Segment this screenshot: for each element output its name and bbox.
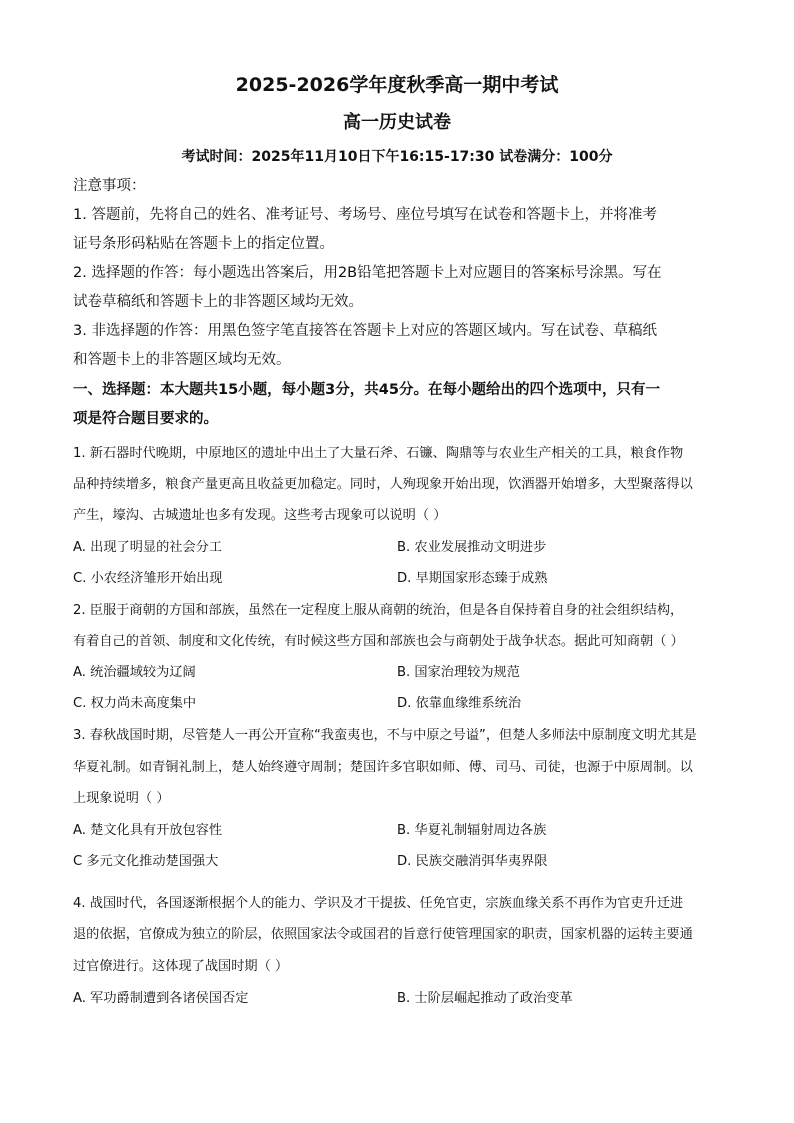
question-3-text: 3. 春秋战国时期，尽管楚人一再公开宣称“我蛮夷也，不与中原之号谥”，但楚人多师法中原制度文明尤其是 bbox=[73, 728, 697, 743]
question-4-text: 过官僚进行。这体现了战国时期（ ） bbox=[73, 959, 289, 974]
question-2-text: 有着自己的首领、制度和文化传统，有时候这些方国和部族也会与商朝处于战争状态。据此可知商朝（ ） bbox=[73, 634, 684, 649]
exam-title: 2025-2026学年度秋季高一期中考试 bbox=[235, 74, 559, 96]
question-2-option-c[interactable]: C. 权力尚未高度集中 bbox=[73, 696, 197, 711]
question-2-option-a[interactable]: A. 统治疆域较为辽阔 bbox=[73, 665, 196, 680]
question-1-option-b[interactable]: B. 农业发展推动文明进步 bbox=[397, 540, 547, 555]
question-4-text: 退的依据，官僚成为独立的阶层，依照国家法令或国君的旨意行使管理国家的职责，国家机器的运转主要通 bbox=[73, 927, 693, 942]
question-4-option-b[interactable]: B. 士阶层崛起推动了政治变革 bbox=[397, 991, 573, 1006]
question-1-text: 品种持续增多，粮食产量更高且收益更加稳定。同时，人殉现象开始出现，饮酒器开始增多，大型聚落得以 bbox=[73, 477, 693, 492]
notice-line: 和答题卡上的非答题区域均无效。 bbox=[73, 352, 291, 368]
section-heading: 项是符合题目要求的。 bbox=[73, 411, 218, 427]
question-1-option-c[interactable]: C. 小农经济雏形开始出现 bbox=[73, 571, 223, 586]
question-3-option-a[interactable]: A. 楚文化具有开放包容性 bbox=[73, 823, 223, 838]
question-1-option-a[interactable]: A. 出现了明显的社会分工 bbox=[73, 540, 223, 555]
question-1-text: 1. 新石器时代晚期，中原地区的遗址中出土了大量石斧、石镰、陶鼎等与农业生产相关的工具，粮食作物 bbox=[73, 446, 684, 461]
question-4-option-a[interactable]: A. 军功爵制遭到各诸侯国否定 bbox=[73, 991, 249, 1006]
notice-line: 2. 选择题的作答：每小题选出答案后，用2B铅笔把答题卡上对应题目的答案标号涂黑。写在 bbox=[73, 265, 662, 281]
question-3-text: 华夏礼制。如青铜礼制上，楚人始终遵守周制；楚国许多官职如师、傅、司马、司徒，也源于中原周制。以 bbox=[73, 760, 693, 775]
question-2-option-b[interactable]: B. 国家治理较为规范 bbox=[397, 665, 520, 680]
question-3-option-d[interactable]: D. 民族交融消弭华夷界限 bbox=[397, 854, 548, 869]
question-2-text: 2. 臣服于商朝的方国和部族，虽然在一定程度上服从商朝的统治，但是各自保持着自身的社会组织结构， bbox=[73, 603, 684, 618]
question-1-text: 产生，壕沟、古城遗址也多有发现。这些考古现象可以说明（ ） bbox=[73, 508, 447, 523]
question-3-text: 上现象说明（ ） bbox=[73, 791, 170, 806]
question-2-option-d[interactable]: D. 依靠血缘维系统治 bbox=[397, 696, 522, 711]
question-3-option-c[interactable]: C 多元文化推动楚国强大 bbox=[73, 854, 219, 869]
notice-line: 试卷草稿纸和答题卡上的非答题区域均无效。 bbox=[73, 294, 363, 310]
exam-info: 考试时间：2025年11月10日下午16:15-17:30 试卷满分：100分 bbox=[181, 149, 613, 165]
question-4-text: 4. 战国时代，各国逐渐根据个人的能力、学识及才干提拔、任免官吏，宗族血缘关系不再作为官吏升迁进 bbox=[73, 896, 684, 911]
question-3-option-b[interactable]: B. 华夏礼制辐射周边各族 bbox=[397, 823, 547, 838]
notice-line: 1. 答题前，先将自己的姓名、准考证号、考场号、座位号填写在试卷和答题卡上，并将准考 bbox=[73, 207, 657, 223]
notice-line: 3. 非选择题的作答：用黑色签字笔直接答在答题卡上对应的答题区域内。写在试卷、草稿纸 bbox=[73, 323, 657, 339]
notice-heading: 注意事项： bbox=[73, 178, 146, 194]
exam-subtitle: 高一历史试卷 bbox=[343, 112, 451, 133]
section-heading: 一、选择题：本大题共15小题，每小题3分，共45分。在每小题给出的四个选项中，只有一 bbox=[73, 382, 660, 398]
notice-line: 证号条形码粘贴在答题卡上的指定位置。 bbox=[73, 236, 334, 252]
question-1-option-d[interactable]: D. 早期国家形态臻于成熟 bbox=[397, 571, 548, 586]
